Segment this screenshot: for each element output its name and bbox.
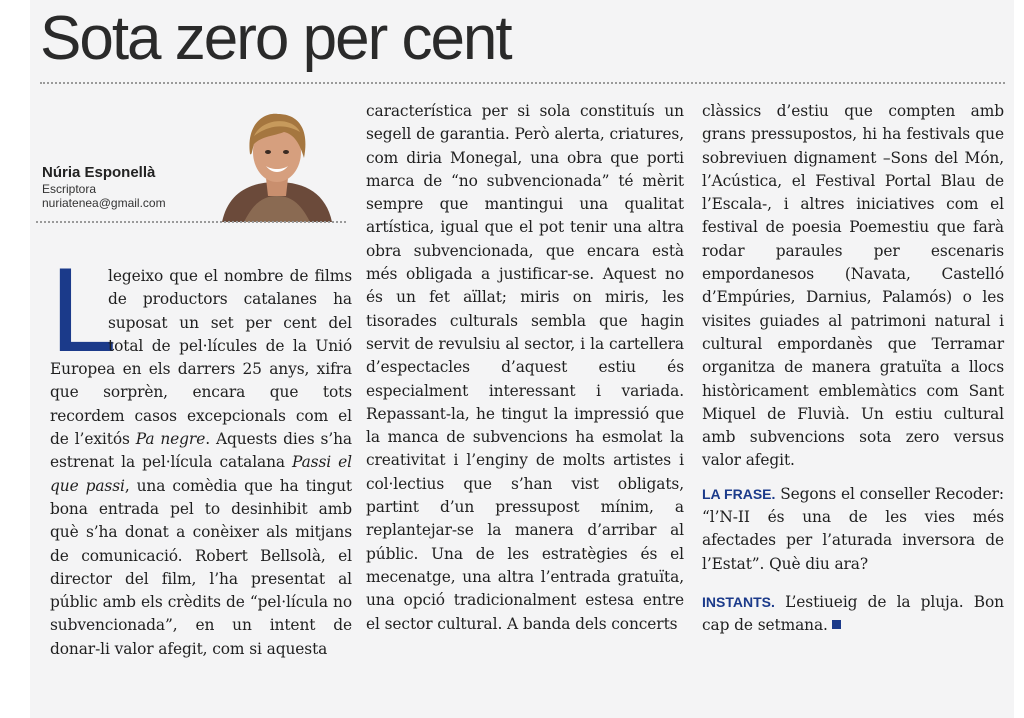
byline-divider [36, 221, 346, 223]
la-frase-text: Segons el conseller Recoder: “l’N-II és una de les vies més afectades per l’aturada inversora de l’Estat”. Què diu ara? [702, 484, 1004, 573]
article-column-1 [50, 243, 352, 661]
column-2-text: característica per si sola constituís un segell de garantia. Però alerta, criatures, com diria Monegal, una obra que porti marca de “no subvencionada” té mèrit sempre que mantingui una qualitat artística, igual que el pot tenir una altra obra subvencionada, que encara està més obligada a justificar-se. Aquest no és un fet aïllat; miris on miris, les tisorades culturals sembla que hagin servit de revulsiu al sector, i la cartellera d’espectacles d’aquest estiu és especialment interessant i variada. Repassant-la, he tingut la impressió que la manca de subvencions ha esmolat la creativitat i l’enginy de molts artistes i col·lectius que s’han vist obligats, partint d’un pressupost mínim, a replantejar-se la manera d’arribar al públic. Una de les estratègies és el mecenatge, una altra l’entrada gratuïta, una opció tradicionalment estesa entre el sector cultural. A banda dels concerts [366, 102, 684, 633]
headline: Sota zero per cent [40, 4, 511, 73]
author-name: Núria Esponellà [42, 164, 156, 181]
headline-divider [40, 82, 1005, 84]
instants-section [702, 591, 1004, 638]
instants-label: INSTANTS. [702, 593, 775, 610]
newspaper-page [30, 0, 1014, 718]
la-frase-label: LA FRASE. [702, 485, 776, 502]
column-1-text: legeixo que el nombre de films de productors catalanes ha suposat un set per cent del total de pel·lícules de la Unió Europea en els darrers 25 anys, xifra que sorprèn, encara que tots recordem casos excepcionals com el de l’exitós [50, 267, 352, 449]
column-1-text-mid: . Aquests dies s’ha estrenat la pel·lícula catalana [50, 430, 352, 472]
column-3-text: clàssics d’estiu que compten amb grans pressupostos, hi ha festivals que sobreviuen dignament –Sons del Món, l’Acústica, el Festival Portal Blau de l’Escala-, i altres iniciatives com el festival de poesia Poemestiu que farà rodar paraules per escenaris empordanesos (Navata, Castelló d’Empúries, Darnius, Palamós) o les visites guiades al patrimoni natural i cultural empordanès que Terramar organitza de manera gratuïta a llocs històricament emblemàtics com Sant Miquel de Fluvià. Un estiu cultural amb subvencions sota zero versus valor afegit. [702, 102, 1004, 470]
column-1-text-end: , una comèdia que ha tingut bona entrada pel to desinhibit amb què s’ha donat a conèixer als mitjans de comunicació. Robert Bellsolà, el director del film, l’ha presentat al públic amb els crèdits de “pel·lícula no subvencionada”, en un intent de donar-li valor afegit, com si aquesta [50, 476, 352, 658]
article-column-3 [702, 100, 1004, 638]
end-mark-icon [832, 620, 841, 629]
la-frase-section [702, 483, 1004, 576]
film-title-pa-negre: Pa negre [135, 430, 206, 449]
film-title-passi-el-que-passi: Passi el que passi [50, 453, 352, 495]
article-column-2 [366, 100, 684, 636]
byline [36, 106, 356, 226]
author-role: Escriptora [42, 182, 97, 196]
drop-cap: L [50, 243, 117, 377]
author-photo [214, 106, 340, 222]
instants-text: L’estiueig de la pluja. Bon cap de setmana. [702, 592, 1004, 635]
author-email: nuriatenea@gmail.com [42, 196, 166, 210]
